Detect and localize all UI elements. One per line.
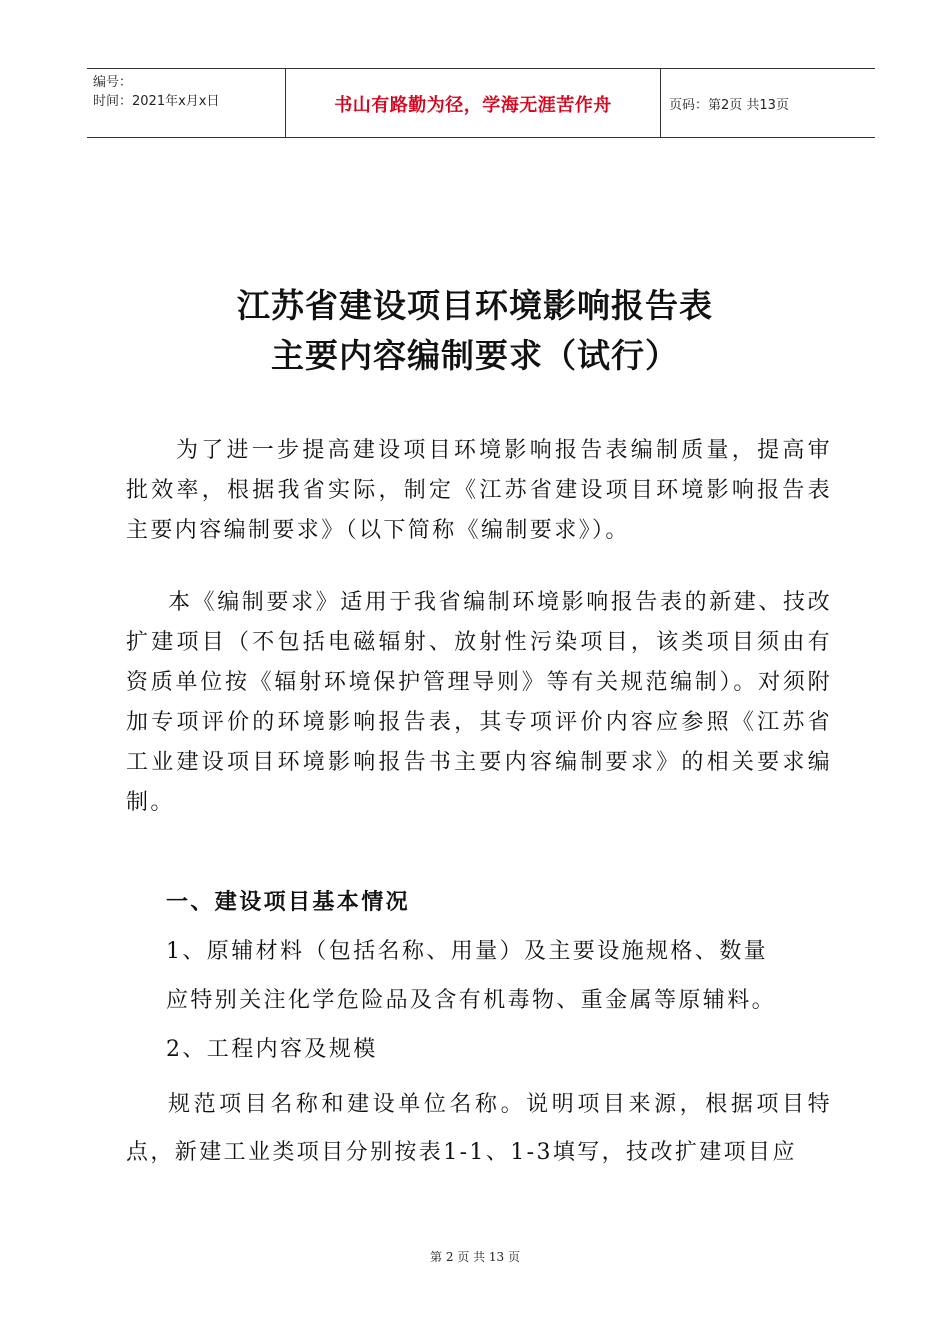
intro-paragraph: 为了进一步提高建设项目环境影响报告表编制质量，提高审批效率，根据我省实际，制定《江苏省建设项目环境影响报告表主要内容编制要求》（以下简称《编制要求》）。 (126, 438, 832, 543)
item-1-text: 应特别关注化学危险品及含有机毒物、重金属等原辅料。 (166, 988, 777, 1013)
document-title-line2: 主要内容编制要求（试行） (271, 336, 679, 375)
header-motto: 书山有路勤为径，学海无涯苦作舟 (334, 95, 612, 116)
section-heading-1: 一、建设项目基本情况 (166, 890, 411, 915)
header-meta (93, 73, 219, 111)
project-paragraph: 规范项目名称和建设单位名称。说明项目来源，根据项目特点，新建工业类项目分别按表1-1、1-3填写，技改扩建项目应 (126, 1092, 832, 1165)
document-title-line1: 江苏省建设项目环境影响报告表 (237, 286, 713, 325)
number-label: 编号： (93, 75, 133, 90)
scope-paragraph: 本《编制要求》适用于我省编制环境影响报告表的新建、技改扩建项目（不包括电磁辐射、放射性污染项目，该类项目须由有资质单位按《辐射环境保护管理导则》等有关规范编制）。对须附加专项评价的环境影响报告表，其专项评价内容应参照《江苏省工业建设项目环境影响报告书主要内容编制要求》的相关要求编制。 (126, 590, 832, 815)
header-divider-left (285, 69, 286, 137)
header-page-info: 页码：第2页 共13页 (669, 98, 789, 113)
header-divider-right (660, 69, 661, 137)
item-heading-1: 1、原辅材料（包括名称、用量）及主要设施规格、数量 (166, 939, 768, 964)
page-footer: 第 2 页 共 13 页 (430, 1250, 520, 1264)
document-header (87, 68, 875, 138)
time-label: 时间：2021年x月x日 (93, 94, 220, 109)
item-heading-2: 2、工程内容及规模 (166, 1037, 378, 1062)
